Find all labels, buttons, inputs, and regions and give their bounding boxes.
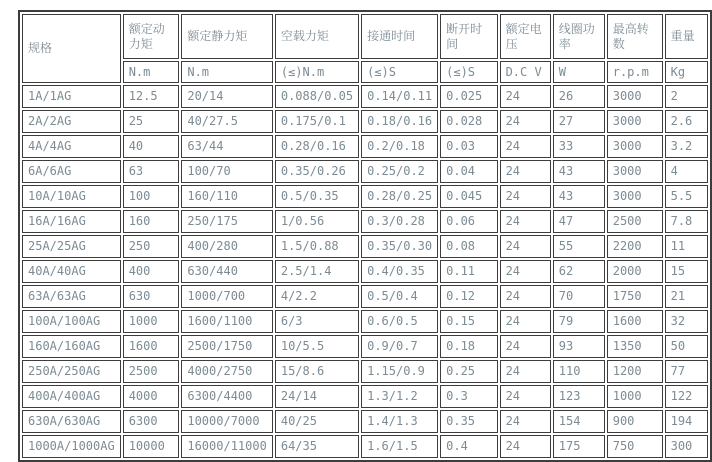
value-cell: 194 (665, 410, 708, 433)
value-cell: 0.18/0.16 (361, 110, 438, 133)
value-cell: 2500 (607, 210, 663, 233)
spec-cell: 630A/630AG (22, 410, 121, 433)
value-cell: 47 (553, 210, 605, 233)
value-cell: 1.15/0.9 (361, 360, 438, 383)
unit-release-time: (≤)S (440, 61, 497, 83)
value-cell: 3000 (607, 85, 663, 108)
value-cell: 7.8 (665, 210, 708, 233)
value-cell: 2 (665, 85, 708, 108)
value-cell: 0.2/0.18 (361, 135, 438, 158)
value-cell: 15/8.6 (275, 360, 359, 383)
spec-sheet-page (0, 10, 712, 453)
value-cell: 0.15 (440, 310, 497, 333)
value-cell: 0.28/0.16 (275, 135, 359, 158)
table-row (22, 385, 708, 408)
header-engage-time: 接通时间 (361, 14, 438, 59)
value-cell: 6/3 (275, 310, 359, 333)
value-cell: 10000/7000 (181, 410, 272, 433)
spec-cell: 2A/2AG (22, 110, 121, 133)
value-cell: 2000 (607, 260, 663, 283)
unit-engage-time: (≤)S (361, 61, 438, 83)
value-cell: 40 (123, 135, 180, 158)
value-cell: 43 (553, 185, 605, 208)
spec-table (18, 10, 712, 462)
value-cell: 24 (500, 260, 551, 283)
spec-cell: 25A/25AG (22, 235, 121, 258)
unit-rated-static-torque: N.m (181, 61, 272, 83)
value-cell: 25 (123, 110, 180, 133)
value-cell: 0.35/0.26 (275, 160, 359, 183)
value-cell: 0.18 (440, 335, 497, 358)
value-cell: 64/35 (275, 435, 359, 458)
value-cell: 24 (500, 185, 551, 208)
header-release-time: 断开时间 (440, 14, 497, 59)
value-cell: 630/440 (181, 260, 272, 283)
value-cell: 3000 (607, 185, 663, 208)
value-cell: 0.025 (440, 85, 497, 108)
value-cell: 50 (665, 335, 708, 358)
unit-weight: Kg (665, 61, 708, 83)
value-cell: 2.5/1.4 (275, 260, 359, 283)
value-cell: 11 (665, 235, 708, 258)
value-cell: 160 (123, 210, 180, 233)
value-cell: 24 (500, 160, 551, 183)
value-cell: 40/25 (275, 410, 359, 433)
value-cell: 160/110 (181, 185, 272, 208)
value-cell: 24 (500, 110, 551, 133)
value-cell: 24 (500, 135, 551, 158)
value-cell: 24 (500, 210, 551, 233)
header-unit-row (22, 61, 708, 83)
value-cell: 0.175/0.1 (275, 110, 359, 133)
value-cell: 900 (607, 410, 663, 433)
value-cell: 1600 (123, 335, 180, 358)
value-cell: 0.5/0.35 (275, 185, 359, 208)
unit-no-load-torque: (≤)N.m (275, 61, 359, 83)
value-cell: 0.045 (440, 185, 497, 208)
header-coil-power: 线圈功率 (553, 14, 605, 59)
unit-coil-power: W (553, 61, 605, 83)
value-cell: 0.3/0.28 (361, 210, 438, 233)
table-row (22, 135, 708, 158)
value-cell: 123 (553, 385, 605, 408)
value-cell: 24 (500, 360, 551, 383)
value-cell: 1.4/1.3 (361, 410, 438, 433)
value-cell: 43 (553, 160, 605, 183)
value-cell: 10000 (123, 435, 180, 458)
value-cell: 24 (500, 435, 551, 458)
header-max-speed: 最高转数 (607, 14, 663, 59)
value-cell: 0.11 (440, 260, 497, 283)
value-cell: 1000 (123, 310, 180, 333)
table-body (22, 85, 708, 458)
value-cell: 3.2 (665, 135, 708, 158)
spec-cell: 40A/40AG (22, 260, 121, 283)
value-cell: 63 (123, 160, 180, 183)
value-cell: 70 (553, 285, 605, 308)
value-cell: 1350 (607, 335, 663, 358)
table-row (22, 410, 708, 433)
header-spec: 规格 (22, 14, 121, 83)
value-cell: 1.3/1.2 (361, 385, 438, 408)
spec-cell: 1000A/1000AG (22, 435, 121, 458)
table-row (22, 210, 708, 233)
value-cell: 0.35 (440, 410, 497, 433)
value-cell: 100 (123, 185, 180, 208)
value-cell: 175 (553, 435, 605, 458)
value-cell: 0.04 (440, 160, 497, 183)
table-row (22, 260, 708, 283)
spec-cell: 250A/250AG (22, 360, 121, 383)
value-cell: 16000/11000 (181, 435, 272, 458)
value-cell: 6300/4400 (181, 385, 272, 408)
value-cell: 2500 (123, 360, 180, 383)
table-row (22, 360, 708, 383)
value-cell: 0.4 (440, 435, 497, 458)
value-cell: 750 (607, 435, 663, 458)
value-cell: 0.4/0.35 (361, 260, 438, 283)
table-row (22, 435, 708, 458)
spec-cell: 1A/1AG (22, 85, 121, 108)
table-header (22, 14, 708, 83)
value-cell: 1.6/1.5 (361, 435, 438, 458)
header-weight: 重量 (665, 14, 708, 59)
value-cell: 1600 (607, 310, 663, 333)
header-name-row (22, 14, 708, 59)
value-cell: 0.06 (440, 210, 497, 233)
value-cell: 0.6/0.5 (361, 310, 438, 333)
value-cell: 40/27.5 (181, 110, 272, 133)
unit-rated-dynamic-torque: N.m (123, 61, 180, 83)
value-cell: 400 (123, 260, 180, 283)
table-row (22, 310, 708, 333)
value-cell: 100/70 (181, 160, 272, 183)
value-cell: 154 (553, 410, 605, 433)
value-cell: 24 (500, 310, 551, 333)
value-cell: 0.14/0.11 (361, 85, 438, 108)
value-cell: 79 (553, 310, 605, 333)
value-cell: 4000 (123, 385, 180, 408)
value-cell: 2500/1750 (181, 335, 272, 358)
unit-max-speed: r.p.m (607, 61, 663, 83)
table-row (22, 185, 708, 208)
header-no-load-torque: 空载力矩 (275, 14, 359, 59)
value-cell: 4 (665, 160, 708, 183)
value-cell: 24 (500, 85, 551, 108)
value-cell: 3000 (607, 110, 663, 133)
value-cell: 62 (553, 260, 605, 283)
value-cell: 15 (665, 260, 708, 283)
value-cell: 20/14 (181, 85, 272, 108)
value-cell: 0.12 (440, 285, 497, 308)
table-row (22, 85, 708, 108)
value-cell: 4000/2750 (181, 360, 272, 383)
spec-cell: 6A/6AG (22, 160, 121, 183)
header-rated-static-torque: 额定静力矩 (181, 14, 272, 59)
table-row (22, 110, 708, 133)
value-cell: 1600/1100 (181, 310, 272, 333)
value-cell: 0.28/0.25 (361, 185, 438, 208)
value-cell: 1200 (607, 360, 663, 383)
value-cell: 250/175 (181, 210, 272, 233)
value-cell: 27 (553, 110, 605, 133)
value-cell: 3000 (607, 160, 663, 183)
value-cell: 24 (500, 285, 551, 308)
value-cell: 0.03 (440, 135, 497, 158)
value-cell: 32 (665, 310, 708, 333)
spec-cell: 4A/4AG (22, 135, 121, 158)
value-cell: 24 (500, 385, 551, 408)
value-cell: 0.35/0.30 (361, 235, 438, 258)
spec-cell: 10A/10AG (22, 185, 121, 208)
spec-cell: 160A/160AG (22, 335, 121, 358)
header-rated-dynamic-torque: 额定动力矩 (123, 14, 180, 59)
value-cell: 24 (500, 410, 551, 433)
value-cell: 1750 (607, 285, 663, 308)
table-row (22, 160, 708, 183)
value-cell: 300 (665, 435, 708, 458)
value-cell: 10/5.5 (275, 335, 359, 358)
value-cell: 0.25 (440, 360, 497, 383)
value-cell: 122 (665, 385, 708, 408)
header-rated-voltage: 额定电压 (500, 14, 551, 59)
value-cell: 3000 (607, 135, 663, 158)
value-cell: 24 (500, 235, 551, 258)
value-cell: 6300 (123, 410, 180, 433)
value-cell: 24/14 (275, 385, 359, 408)
value-cell: 1000 (607, 385, 663, 408)
value-cell: 250 (123, 235, 180, 258)
value-cell: 2.6 (665, 110, 708, 133)
value-cell: 2200 (607, 235, 663, 258)
value-cell: 1/0.56 (275, 210, 359, 233)
value-cell: 93 (553, 335, 605, 358)
value-cell: 24 (500, 335, 551, 358)
spec-cell: 100A/100AG (22, 310, 121, 333)
value-cell: 0.08 (440, 235, 497, 258)
table-row (22, 235, 708, 258)
value-cell: 33 (553, 135, 605, 158)
value-cell: 77 (665, 360, 708, 383)
value-cell: 5.5 (665, 185, 708, 208)
value-cell: 26 (553, 85, 605, 108)
value-cell: 21 (665, 285, 708, 308)
value-cell: 1000/700 (181, 285, 272, 308)
value-cell: 0.9/0.7 (361, 335, 438, 358)
value-cell: 0.028 (440, 110, 497, 133)
spec-cell: 16A/16AG (22, 210, 121, 233)
value-cell: 55 (553, 235, 605, 258)
value-cell: 0.088/0.05 (275, 85, 359, 108)
spec-cell: 400A/400AG (22, 385, 121, 408)
table-row (22, 285, 708, 308)
unit-rated-voltage: D.C V (500, 61, 551, 83)
value-cell: 0.5/0.4 (361, 285, 438, 308)
value-cell: 4/2.2 (275, 285, 359, 308)
value-cell: 630 (123, 285, 180, 308)
value-cell: 63/44 (181, 135, 272, 158)
value-cell: 1.5/0.88 (275, 235, 359, 258)
value-cell: 0.3 (440, 385, 497, 408)
value-cell: 400/280 (181, 235, 272, 258)
value-cell: 110 (553, 360, 605, 383)
spec-cell: 63A/63AG (22, 285, 121, 308)
value-cell: 12.5 (123, 85, 180, 108)
value-cell: 0.25/0.2 (361, 160, 438, 183)
table-row (22, 335, 708, 358)
